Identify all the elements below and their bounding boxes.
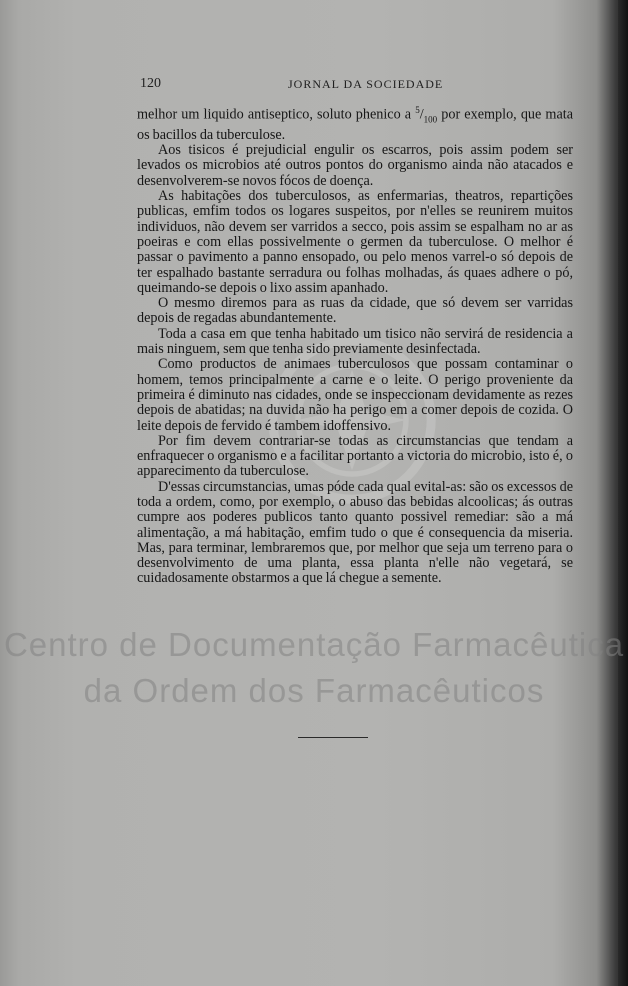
paragraph: D'essas circumstancias, umas póde cada qual evital-as: são os excessos de toda a ordem, como, por exemplo, o abuso das bebidas alcoolicas; ás outras cumpre aos poderes publicos tanto quanto possivel remediar: são a má alimentação, a má habitação, emfim tudo o que é consequencia da miseria. Mas, para terminar, lembraremos que, por melhor que seja um terreno para o desenvolvimento de uma planta, essa planta n'elle não vegetará, se cuidadosamente obstarmos a que lá chegue a semente. — [137, 478, 573, 587]
paragraph: melhor um liquido antiseptico, soluto phenico a $^5/_{100}$ por exemplo, que mata os bacillos da tuberculose. — [137, 105, 573, 143]
paragraph: Por fim devem contrariar-se todas as circumstancias que tendam a enfraquecer o organismo e a facilitar portanto a victoria do microbio, isto é, o apparecimento da tuberculose. — [137, 432, 573, 480]
paragraph: As habitações dos tuberculosos, as enfermarias, theatros, repartições publicas, emfim todos os logares suspeitos, por n'elles se reunirem muitos individuos, não devem ser varridos a secco, pois assim se espalham no ar as poeiras e com ellas possivelmente o germen da tuberculose. O melhor é passar o pavimento a panno ensopado, ou pelo menos varrel-o só depois de ter espalhado bastante serradura ou folhas molhadas, ás quaes adhere o pó, queimando-se depois o lixo assim apanhado. — [137, 188, 573, 296]
paragraph: Como productos de animaes tuberculosos que possam contaminar o homem, temos principalmente a carne e o leite. O perigo proveniente da primeira é diminuto nas cidades, onde se inspeccionam devidamente as rezes depois de abatidas; na duvida não ha perigo em a comer depois de cozida. O leite depois de fervido é tambem idoffensivo. — [137, 356, 573, 434]
watermark-line-1: Centro de Documentação Farmacêutica — [3, 626, 625, 663]
fraction-denominator: 100 — [423, 114, 438, 125]
end-rule — [298, 737, 368, 738]
article-text — [137, 103, 573, 587]
page-binding-edge — [618, 0, 628, 986]
page-number: 120 — [140, 76, 161, 91]
paragraph: O mesmo diremos para as ruas da cidade, que só devem ser varridas depois de regadas abundantemente. — [137, 295, 573, 327]
running-head: JORNAL DA SOCIEDADE — [288, 77, 444, 91]
watermark-line-2: da Ordem dos Farmacêuticos — [83, 672, 545, 709]
fraction-numerator: 5 — [415, 105, 420, 115]
paragraph: Aos tisicos é prejudicial engulir os escarros, pois assim podem ser levados os microbios até outros pontos do organismo ainda não atacados e desenvolverem-se novos fócos de doença. — [137, 142, 573, 189]
paragraph: Toda a casa em que tenha habitado um tisico não servirá de residencia a mais ninguem, sem que tenha sido previamente desinfectada. — [137, 325, 573, 358]
